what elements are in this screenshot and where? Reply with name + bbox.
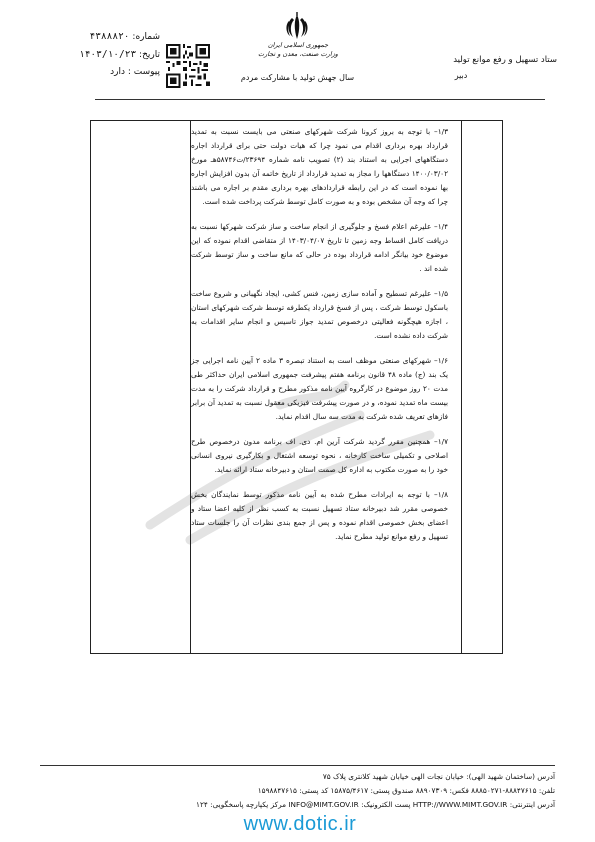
organization-role: دبیر	[454, 71, 468, 80]
national-emblem-icon	[284, 12, 310, 42]
ministry-title-line1: جمهوری اسلامی ایران	[267, 41, 329, 49]
footer-address: آدرس (ساختمان شهید الهی): خیابان نجات الهی خیابان شهید کلانتری پلاک ۷۵	[322, 772, 555, 781]
resolutions-table	[90, 120, 503, 654]
letter-number: ۴۳۸۸۸۲۰	[89, 31, 130, 42]
site-link[interactable]: www.dotic.ir	[243, 813, 357, 835]
table-column-divider-right	[461, 121, 462, 653]
number-label: شماره:	[132, 32, 160, 42]
resolution-paragraph: ۱/۷– همچنین مقرر گردید شرکت آرین ام. دی. اف برنامه مدون درخصوص طرح اصلاحی و تکمیلی ساخت کارخانه ، نحوه توسعه اشتغال و بکارگیری نیروی انسانی خود را به صورت مکتوب به اداره کل صمت استان و دبیرخانه ستاد ارائه نماید.	[191, 437, 448, 474]
ministry-title	[258, 41, 338, 59]
resolution-paragraph: ۱/۳– با توجه به بروز کرونا شرکت شهرکهای صنعتی می بایست نسبت به تمدید قرارداد بهره برداری اقدام می نمود چرا که هیات دولت حتی برای قرارداد اجاره دستگاههای اجرایی به استناد بند (۲) تصویب نامه شماره ۲۳۶۹۴/ت۵۸۷۴۶هـ مورخ ۱۴۰۰/۰۳/۰۲ دستگاهها را مجاز به تمدید قرارداد از تاریخ خاتمه آن بدون افزایش اجاره بها نموده است که در این رابطه قراردادهای بهره برداری مقدم بر اجاره می باشند چرا که وجه آن مشخص بوده و به صورت کامل توسط شرکت پرداخت شده است.	[191, 127, 449, 206]
organization-block	[385, 52, 557, 84]
ministry-title-line2: وزارت صنعت، معدن و تجارت	[258, 50, 338, 58]
resolution-paragraph: ۱/۶– شهرکهای صنعتی موظف است به استناد تبصره ۳ ماده ۲ آیین نامه اجرایی جز یک بند (ج) ماده ۴۸ قانون برنامه هفتم پیشرفت جمهوری اسلامی ایران حداکثر طی مدت ۲۰ روز موضوع در کارگروه آیین نامه مذکور مطرح و قرارداد شرکت را به مدت بیست ماه تمدید نموده، و در صورت پیشرفت فیزیکی معقول نسبت به تمدید آن برابر فازهای تعریف شده شرکت به مدت سه سال اقدام نماید.	[191, 356, 448, 421]
header-divider	[95, 99, 545, 100]
letter-date: ۱۴۰۳/۱۰/۲۳	[78, 49, 137, 60]
attachment-label: پیوست : دارد	[110, 67, 160, 77]
organization-name: ستاد تسهیل و رفع موانع تولید	[453, 55, 557, 65]
date-label: تاریخ:	[139, 50, 160, 60]
qr-code-icon	[166, 44, 210, 88]
footer-divider	[40, 765, 555, 766]
letter-meta	[40, 28, 160, 81]
footer-web: آدرس اینترنتی: HTTP://WWW.MIMT.GOV.IR پست الکترونیک: INFO@MIMT.GOV.IR مرکز یکپارچه پاسخگویی: ۱۲۴	[196, 800, 555, 809]
resolutions-text	[191, 125, 448, 555]
resolution-paragraph: ۱/۴– علیرغم اعلام فسخ و جلوگیری از انجام ساخت و ساز شرکت شهرکها نسبت به دریافت کامل اقساط وجه زمین تا تاریخ ۱۴۰۳/۰۴/۰۷ از متقاضی اقدام نموده که این موضوع خود بیانگر ادامه قرارداد بوده در حالی که مانع ساخت و ساز توسط شرکت شده اند .	[191, 222, 448, 273]
resolution-paragraph: ۱/۵– علیرغم تسطیح و آماده سازی زمین، فنس کشی، ایجاد نگهبانی و شروع ساخت باسکول توسط شرکت ، پس از فسخ قرارداد یکطرفه توسط شرکت شهرکهای استان ، اجازه هیچگونه فعالیتی درخصوص تمدید جواز تاسیس و انجام سایر اقدامات به شرکت داده نشده است.	[191, 289, 448, 340]
resolution-paragraph: ۱/۸– با توجه به ایرادات مطرح شده به آیین نامه مذکور توسط نمایندگان بخش خصوصی مقرر شد دبیرخانه ستاد تسهیل نسبت به کسب نظر از کلیه اعضا ستاد و اعضای بخش خصوصی اقدام نموده و پس از جمع بندی نظرات آن را جلسات ستاد تسهیل و رفع موانع تولید مطرح نماید.	[191, 490, 448, 541]
year-motto: سال جهش تولید با مشارکت مردم	[240, 73, 355, 82]
footer-contacts: تلفن: ۸۸۸۴۷۶۱۵-۸۸۸۵۰۲۷۱ فکس: ۸۸۹۰۷۳۰۹ صندوق پستی: ۱۵۸۷۵/۴۶۱۷ کد پستی: ۱۵۹۸۸۴۷۶۱۵	[257, 786, 555, 795]
